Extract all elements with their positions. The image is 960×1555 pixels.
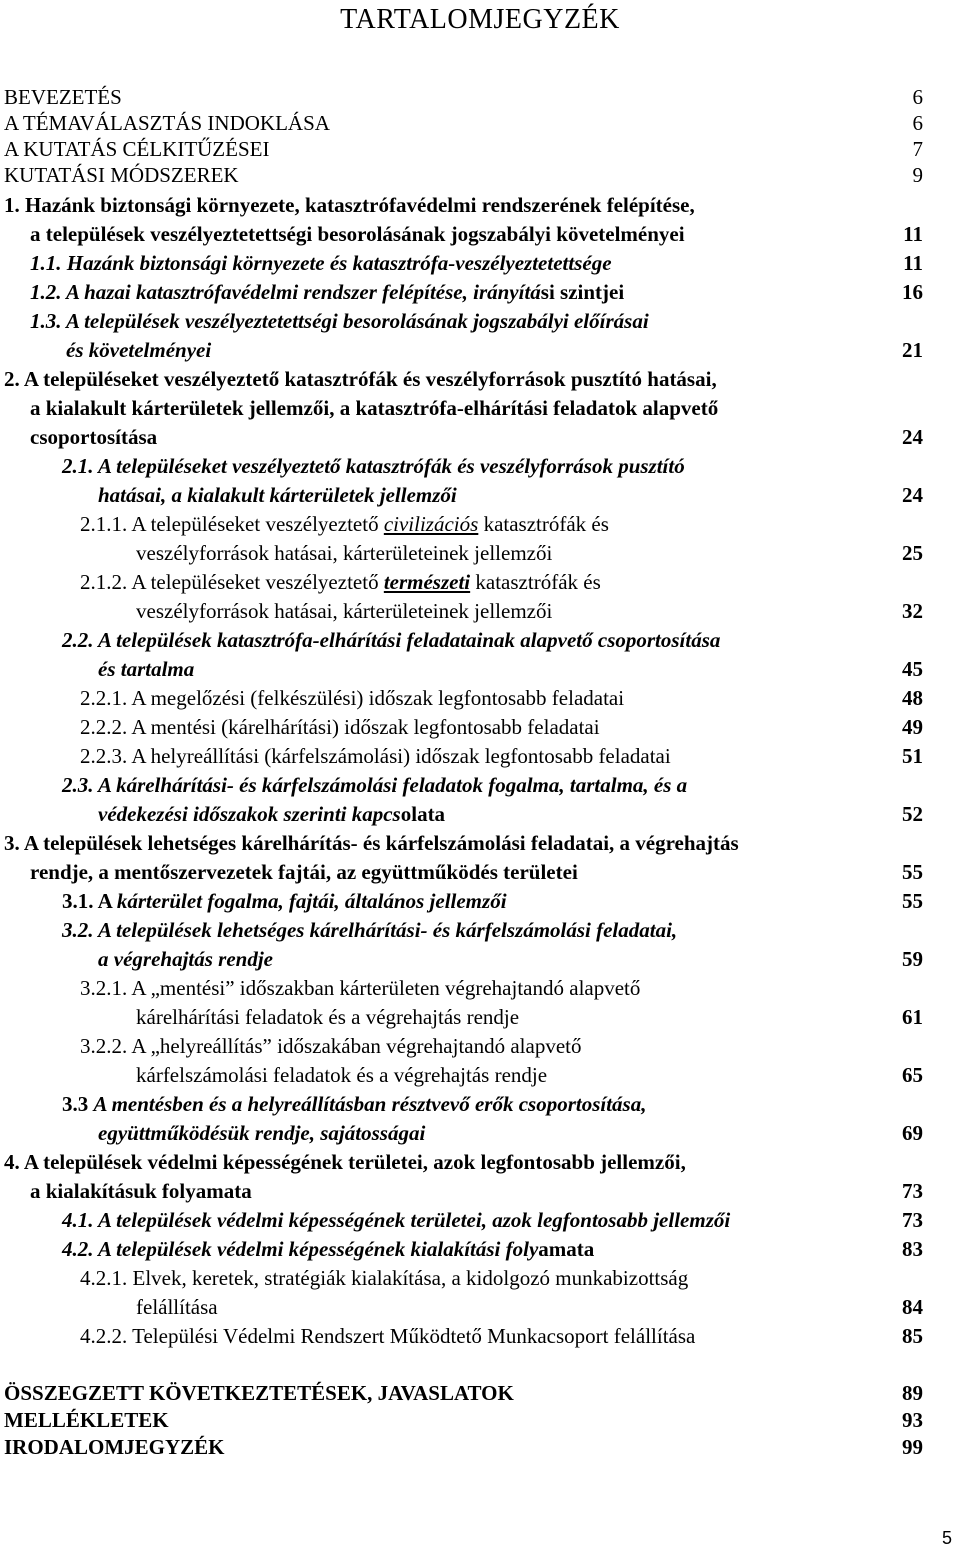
toc-page-number: 85: [902, 1324, 923, 1348]
toc-entry-text[interactable]: és követelményei: [66, 338, 212, 362]
toc-page-number: 52: [902, 802, 923, 826]
toc-entry-text[interactable]: [98, 801, 445, 827]
toc-entry-text[interactable]: csoportosítása: [30, 425, 158, 449]
toc-entry-part: 2.1.1. A településeket veszélyeztető: [80, 512, 384, 536]
toc-page-number: 7: [912, 137, 923, 161]
toc-entry-text[interactable]: A KUTATÁS CÉLKITŰZÉSEI: [4, 137, 270, 161]
toc-page-number: 32: [902, 599, 923, 623]
toc-entry-part: katasztrófák és: [470, 570, 601, 594]
toc-entry-text[interactable]: A TÉMAVÁLASZTÁS INDOKLÁSA: [4, 111, 330, 135]
toc-entry-part: 3.1. A: [62, 889, 117, 913]
toc-page-number: 11: [903, 222, 923, 246]
toc-page-number: 51: [902, 744, 923, 768]
toc-entry-text[interactable]: felállítása: [136, 1295, 218, 1319]
toc-page-number: 16: [902, 280, 923, 304]
toc-entry-part: amata: [538, 1237, 595, 1261]
toc-entry-part: kárterület fogalma, fajtái, általános jellemzői: [116, 889, 507, 913]
toc-entry-text[interactable]: a végrehajtás rendje: [98, 947, 273, 971]
toc-entry-text[interactable]: 2.2.1. A megelőzési (felkészülési) időszak legfontosabb feladatai: [80, 686, 625, 710]
toc-entry-text[interactable]: és tartalma: [98, 657, 195, 681]
toc-entry-part: olata: [400, 802, 446, 826]
toc-entry-text[interactable]: IRODALOMJEGYZÉK: [4, 1435, 225, 1459]
toc-page-number: 24: [902, 425, 923, 449]
toc-entry-text[interactable]: 4. A települések védelmi képességének területei, azok legfontosabb jellemzői,: [4, 1150, 686, 1174]
toc-page-number: 48: [902, 686, 923, 710]
toc-entry-emphasis: civilizációs: [383, 512, 479, 536]
toc-page-number: 6: [912, 111, 923, 135]
toc-page-number: 69: [902, 1121, 923, 1145]
toc-page-number: 73: [902, 1208, 923, 1232]
toc-page-number: 83: [902, 1237, 923, 1261]
toc-entry-text[interactable]: 1.3. A települések veszélyeztetettségi besorolásának jogszabályi előírásai: [30, 309, 649, 333]
toc-entry-text[interactable]: MELLÉKLETEK: [4, 1408, 169, 1432]
toc-page-number: 59: [902, 947, 923, 971]
page-number: 5: [941, 1528, 952, 1548]
toc-entry-text[interactable]: 3. A települések lehetséges kárelhárítás- és kárfelszámolási feladatai, a végrehajtás: [4, 831, 739, 855]
toc-entry-text[interactable]: 3.2.1. A „mentési” időszakban kárterületen végrehajtandó alapvető: [80, 976, 641, 1000]
toc-page-number: 6: [912, 85, 923, 109]
toc-page-number: 24: [902, 483, 923, 507]
toc-entry-text[interactable]: 2.2.3. A helyreállítási (kárfelszámolási) időszak legfontosabb feladatai: [80, 744, 671, 768]
toc-entry-text[interactable]: a kialakult kárterületek jellemzői, a katasztrófa-elhárítási feladatok alapvető: [30, 396, 719, 420]
toc-entry-part: 1.2. A hazai katasztrófavédelmi rendszer felépítése, irányítá: [30, 280, 541, 304]
toc-entry-text[interactable]: rendje, a mentőszervezetek fajtái, az együttműködés területei: [30, 860, 578, 884]
toc-entry-text[interactable]: ÖSSZEGZETT KÖVETKEZTETÉSEK, JAVASLATOK: [4, 1381, 514, 1405]
toc-entry-part: A mentésben és a helyreállításban résztvevő erők csoportosítása,: [93, 1092, 647, 1116]
toc-page-number: 84: [902, 1295, 923, 1319]
toc-page-number: 9: [912, 163, 923, 187]
toc-entry-text[interactable]: 4.1. A települések védelmi képességének területei, azok legfontosabb jellemzői: [62, 1208, 731, 1232]
page-title: TARTALOMJEGYZÉK: [340, 4, 620, 35]
toc-entry-part: védekezési időszakok szerinti kapcs: [98, 802, 401, 826]
toc-entry-text[interactable]: 1.1. Hazánk biztonsági környezete és katasztrófa-veszélyeztetettsége: [30, 251, 612, 275]
toc-entry-text[interactable]: a kialakításuk folyamata: [30, 1179, 252, 1203]
toc-page-number: 21: [902, 338, 923, 362]
toc-entry-text[interactable]: kárfelszámolási feladatok és a végrehajtás rendje: [136, 1063, 548, 1087]
toc-page-number: 55: [902, 889, 923, 913]
toc-entry-part: 4.2. A települések védelmi képességének kialakítási foly: [62, 1237, 539, 1261]
toc-entry-text[interactable]: [62, 1236, 594, 1262]
toc-entry-text[interactable]: 2.3. A kárelhárítási- és kárfelszámolási feladatok fogalma, tartalma, és a: [62, 773, 688, 797]
toc-entry-part: 2.1.2. A településeket veszélyeztető: [80, 570, 384, 594]
toc-entry-text[interactable]: [80, 569, 601, 595]
toc-entry-text[interactable]: kárelhárítási feladatok és a végrehajtás rendje: [136, 1005, 520, 1029]
toc-entry-text[interactable]: 4.2.1. Elvek, keretek, stratégiák kialakítása, a kidolgozó munkabizottság: [80, 1266, 689, 1290]
toc-page-number: 93: [902, 1408, 923, 1432]
toc-entry-text[interactable]: veszélyforrások hatásai, kárterületeinek jellemzői: [136, 541, 553, 565]
toc-entry-emphasis: természeti: [383, 570, 471, 594]
toc-entry-text[interactable]: [80, 511, 609, 537]
toc-entry-text[interactable]: BEVEZETÉS: [4, 85, 122, 109]
toc-entry-text[interactable]: a települések veszélyeztetettségi besorolásának jogszabályi követelményei: [30, 222, 685, 246]
toc-entry-part: katasztrófák és: [478, 512, 609, 536]
toc-page-number: 55: [902, 860, 923, 884]
toc-entry-text[interactable]: KUTATÁSI MÓDSZEREK: [4, 163, 239, 187]
toc-entry-text[interactable]: 3.2. A települések lehetséges kárelhárítási- és kárfelszámolási feladatai,: [62, 918, 678, 942]
toc-page-number: 45: [902, 657, 923, 681]
toc-page-number: 73: [902, 1179, 923, 1203]
toc-page-number: 11: [903, 251, 923, 275]
toc-entry-text[interactable]: 2.2.2. A mentési (kárelhárítási) időszak legfontosabb feladatai: [80, 715, 600, 739]
toc-entry-text[interactable]: [62, 888, 507, 914]
toc-entry-text[interactable]: [62, 1091, 646, 1117]
toc-page-number: 61: [902, 1005, 923, 1029]
toc-entry-part: si szintjei: [540, 280, 625, 304]
toc-page-number: 49: [902, 715, 923, 739]
toc-entry-text[interactable]: 4.2.2. Települési Védelmi Rendszert Működtető Munkacsoport felállítása: [80, 1324, 696, 1348]
toc-entry-text[interactable]: 2.2. A települések katasztrófa-elhárítási feladatainak alapvető csoportosítása: [62, 628, 721, 652]
toc-page-number: 99: [902, 1435, 923, 1459]
toc-entry-text[interactable]: 2. A településeket veszélyeztető katasztrófák és veszélyforrások pusztító hatásai,: [4, 367, 717, 391]
toc-entry-part: 3.3: [62, 1092, 94, 1116]
toc-entry-text[interactable]: együttműködésük rendje, sajátosságai: [98, 1121, 426, 1145]
toc-entry-text[interactable]: 1. Hazánk biztonsági környezete, katasztrófavédelmi rendszerének felépítése,: [4, 193, 695, 217]
toc-entry-text[interactable]: veszélyforrások hatásai, kárterületeinek jellemzői: [136, 599, 553, 623]
toc-page-number: 65: [902, 1063, 923, 1087]
toc-entry-text[interactable]: [30, 279, 624, 305]
toc-page-number: 25: [902, 541, 923, 565]
toc-entry-text[interactable]: hatásai, a kialakult kárterületek jellemzői: [98, 483, 457, 507]
toc-page-number: 89: [902, 1381, 923, 1405]
toc-entry-text[interactable]: 3.2.2. A „helyreállítás” időszakában végrehajtandó alapvető: [80, 1034, 582, 1058]
toc-entry-text[interactable]: 2.1. A településeket veszélyeztető katasztrófák és veszélyforrások pusztító: [62, 454, 685, 478]
